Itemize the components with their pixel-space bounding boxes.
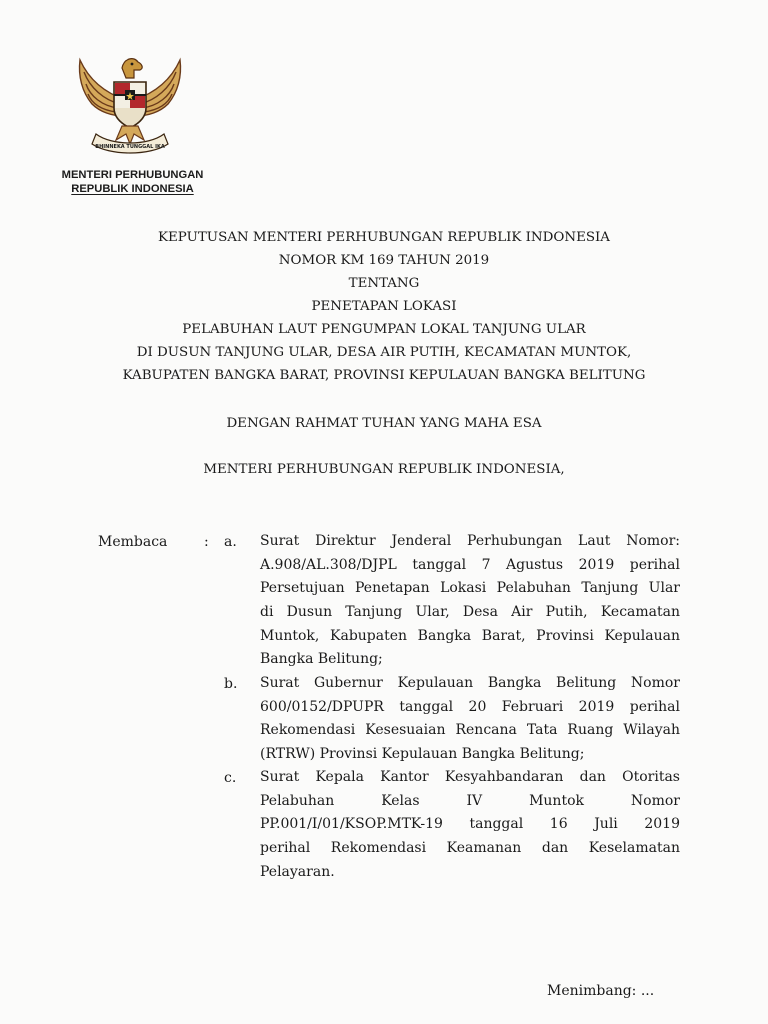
blessing: DENGAN RAHMAT TUHAN YANG MAHA ESA [226,416,542,431]
item-c-text [260,766,680,884]
motto-text: BHINNEKA TUNGGAL IKA [95,144,165,150]
item-b-line: (RTRW) Provinsi Kepulauan Bangka Belitung; [260,746,585,763]
item-b-line: Rekomendasi Kesesuaian Rencana Tata Ruang Wilayah [260,722,680,739]
membaca-colon: : [204,534,209,550]
head [122,59,142,78]
minister-heading: MENTERI PERHUBUNGAN REPUBLIK INDONESIA, [203,462,565,477]
decree-subject-2: PELABUHAN LAUT PENGUMPAN LOKAL TANJUNG ULAR [182,322,586,337]
tail [116,126,144,144]
item-marker-b: b. [224,676,238,692]
item-c-line: perihal Rekomendasi Keamanan dan Keselamatan [260,840,680,857]
item-c-line: PP.001/I/01/KSOP.MTK-19 tanggal 16 Juli 2019 [260,816,680,833]
item-a-line: A.908/AL.308/DJPL tanggal 7 Agustus 2019 perihal [260,556,680,573]
decree-title: KEPUTUSAN MENTERI PERHUBUNGAN REPUBLIK INDONESIA [158,230,610,245]
item-b-line: 600/0152/DPUPR tanggal 20 Februari 2019 perihal [260,698,680,715]
item-c-line: Surat Kepala Kantor Kesyahbandaran dan Otoritas [260,769,680,785]
decree-subject-4: KABUPATEN BANGKA BARAT, PROVINSI KEPULAUAN BANGKA BELITUNG [122,368,646,383]
decree-about: TENTANG [348,276,420,291]
item-a-line: Bangka Belitung; [260,651,383,668]
garuda-emblem-icon [68,48,192,160]
item-marker-a: a. [224,534,237,550]
decree-number: NOMOR KM 169 TAHUN 2019 [278,253,490,268]
item-a-line: di Dusun Tanjung Ular, Desa Air Putih, Kecamatan [260,604,680,621]
letterhead-line-2: REPUBLIK INDONESIA [71,183,194,195]
item-a-text [260,530,680,672]
item-b-text [260,672,680,767]
shield [114,82,146,128]
continuation-marker: Menimbang: ... [547,983,655,999]
item-c-line: Pelayaran. [260,863,335,880]
item-a-line: Muntok, Kabupaten Bangka Barat, Provinsi Kepulauan [260,627,680,644]
decree-subject-3: DI DUSUN TANJUNG ULAR, DESA AIR PUTIH, KECAMATAN MUNTOK, [136,345,632,360]
letterhead-line-1: MENTERI PERHUBUNGAN [61,169,204,181]
membaca-label: Membaca [98,534,168,550]
item-a-line: Surat Direktur Jenderal Perhubungan Laut Nomor: [260,533,680,549]
item-c-line: Pelabuhan Kelas IV Muntok Nomor [260,792,680,809]
decree-subject-1: PENETAPAN LOKASI [311,299,457,314]
item-b-line: Surat Gubernur Kepulauan Bangka Belitung Nomor [260,675,680,691]
item-marker-c: c. [224,770,237,786]
item-a-line: Persetujuan Penetapan Lokasi Pelabuhan Tanjung Ular [260,580,680,597]
letterhead [50,168,215,196]
